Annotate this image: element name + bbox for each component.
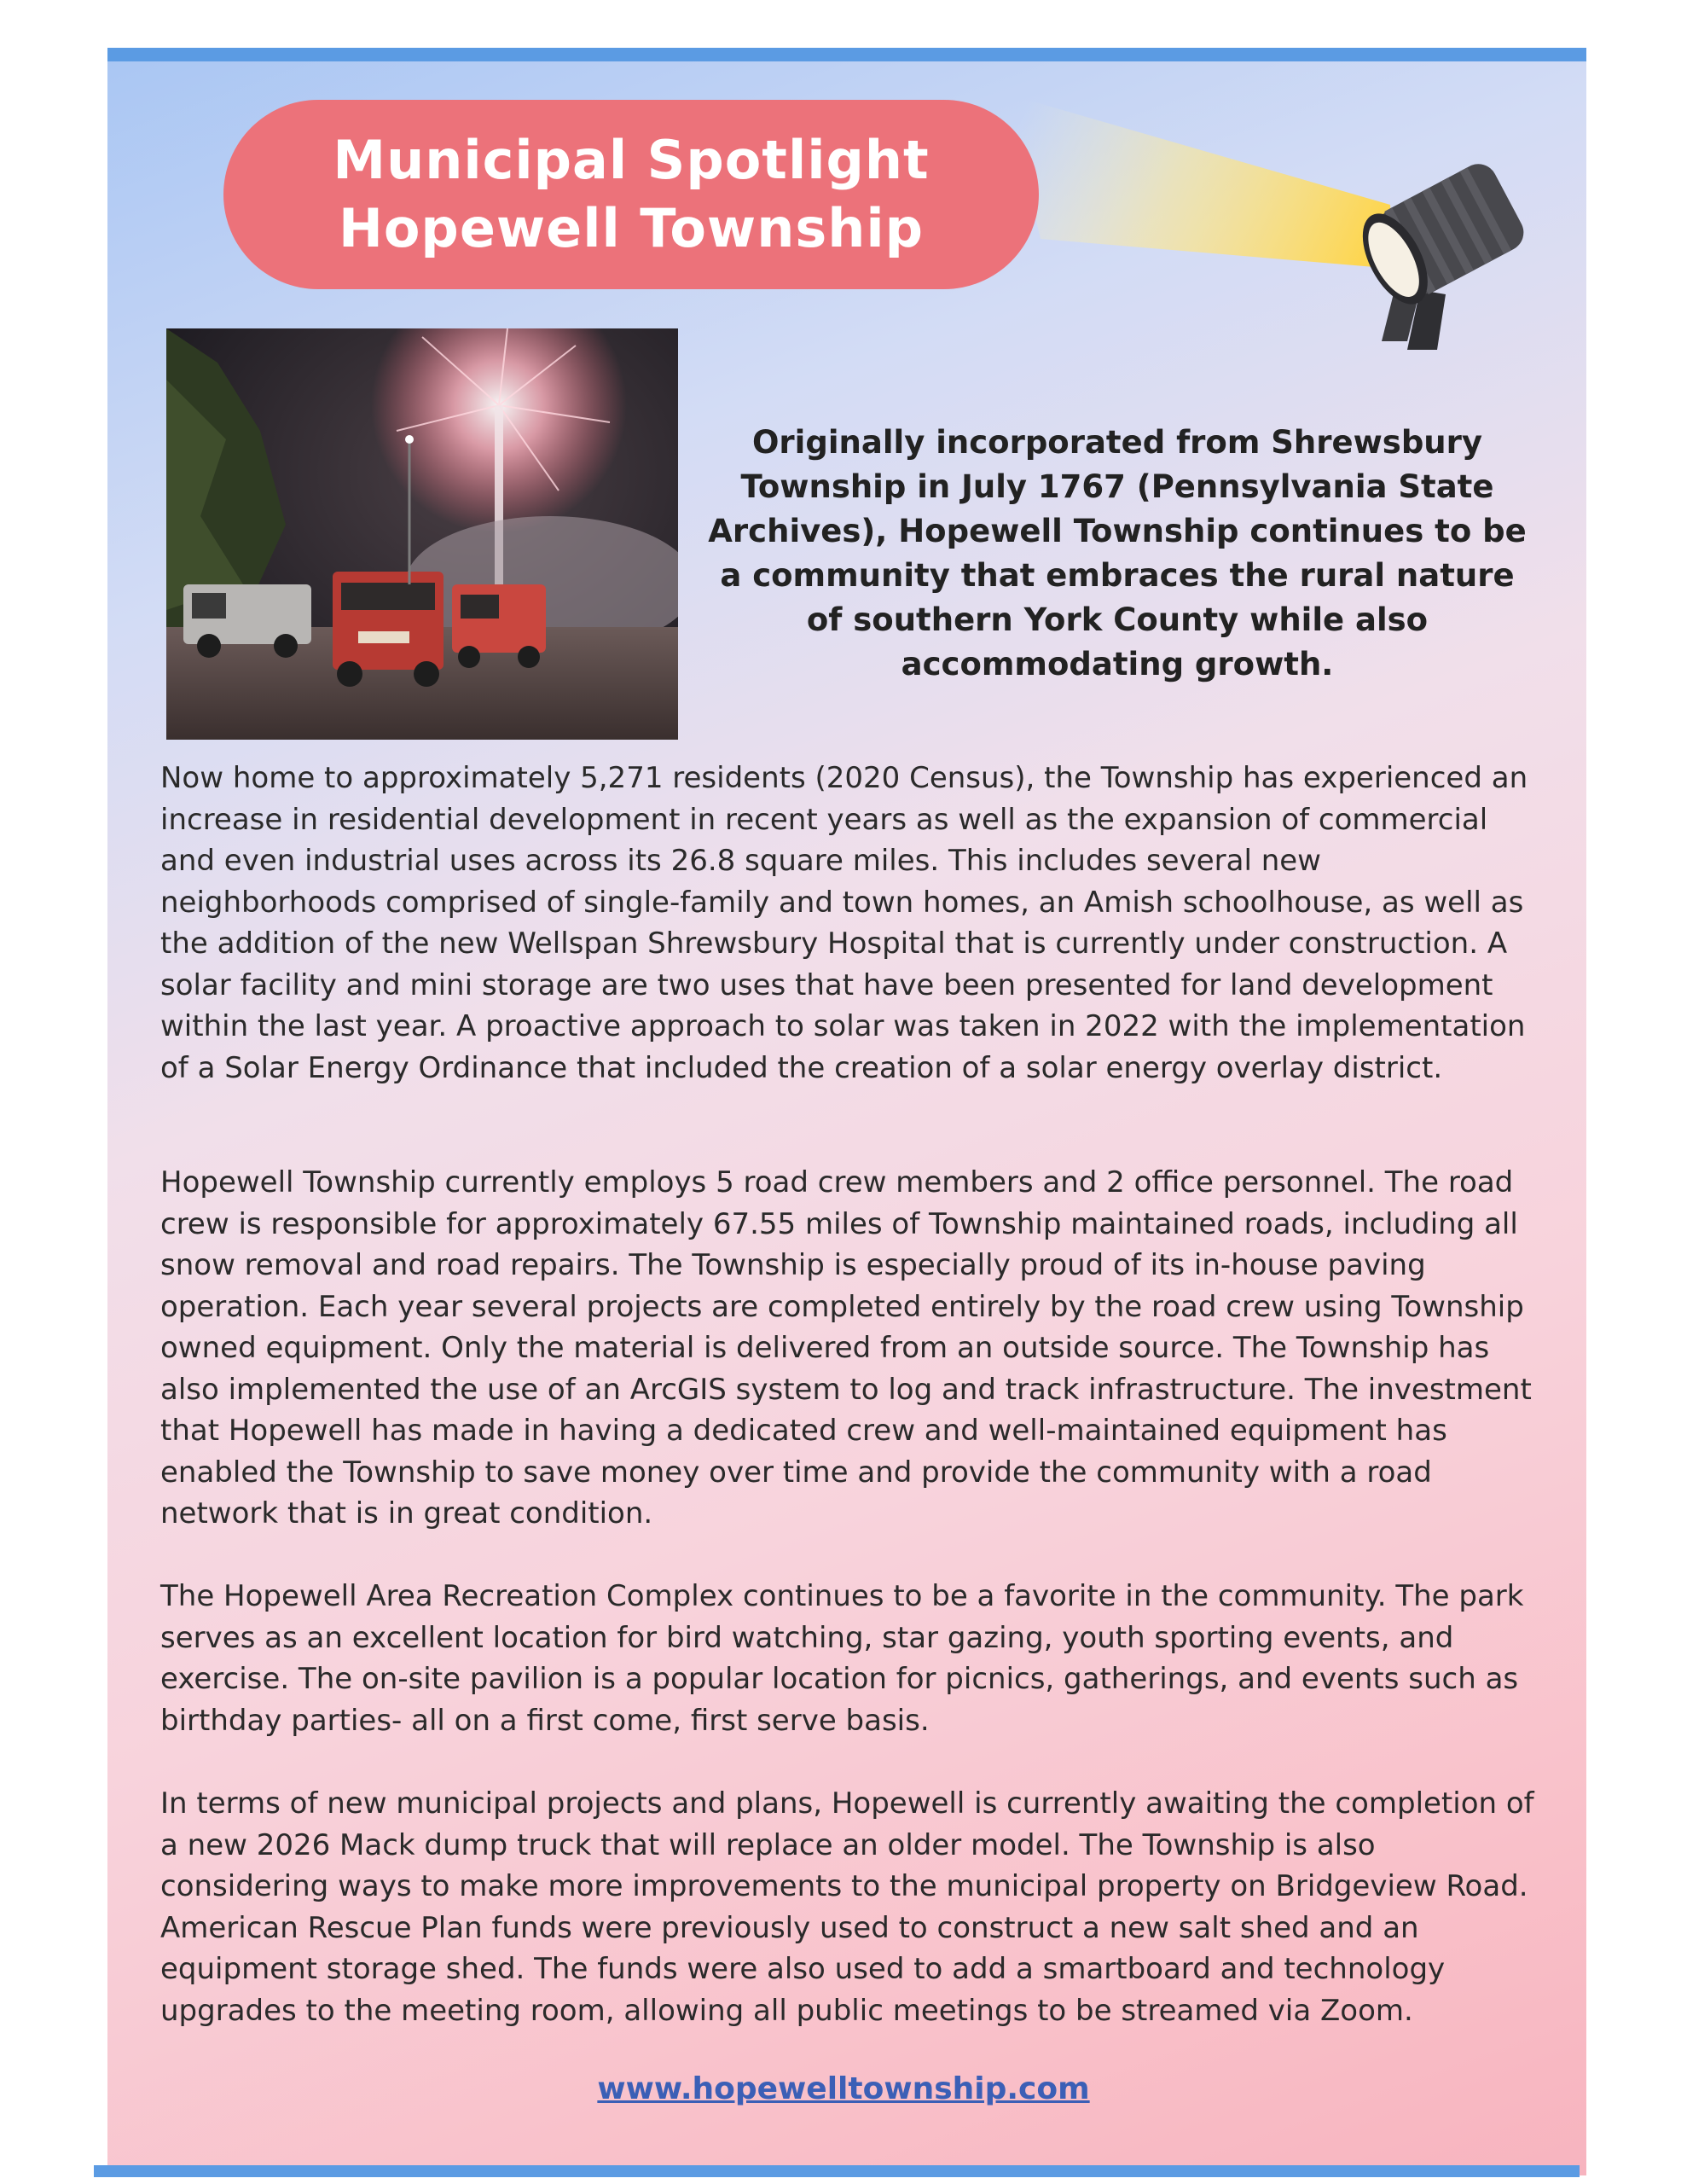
website-link[interactable]: www.hopewelltownship.com: [597, 2071, 1090, 2106]
title-line-1: Municipal Spotlight: [333, 129, 930, 191]
intro-statement: Originally incorporated from Shrewsbury Township in July 1767 (Pennsylvania State Archives), Hopewell Township continues to be a community that embraces the rural nature of southern York County while also accommodating growth.: [708, 424, 1527, 682]
paragraph-road-crew: Hopewell Township currently employs 5 road crew members and 2 office personnel. The road crew is responsible for approximately 67.55 miles of Township maintained roads, including all snow removal and road repairs. The Township is especially proud of its in-house paving operation. Each year several projects are completed entirely by the road crew using Township owned equipment. Only the material is delivered from an outside source. The Township has also implemented the use of an ArcGIS system to log and track infrastructure. The investment that Hopewell has made in having a dedicated crew and well-maintained equipment has enabled the Township to save money over time and provide the community with a road network that is in great condition.: [160, 1165, 1532, 1531]
title-banner: [223, 100, 1039, 289]
bottom-rule: [94, 2165, 1580, 2177]
paragraph-projects: In terms of new municipal projects and plans, Hopewell is currently awaiting the completion of a new 2026 Mack dump truck that will replace an older model. The Township is also considering ways to make more improvements to the municipal property on Bridgeview Road. American Rescue Plan funds were previously used to construct a new salt shed and an equipment storage shed. The funds were also used to add a smartboard and technology upgrades to the meeting room, allowing all public meetings to be streamed via Zoom.: [160, 1786, 1534, 2028]
spotlight-icon: [1339, 145, 1544, 367]
fireworks-photo: [166, 328, 678, 740]
title-line-2: Hopewell Township: [338, 197, 925, 259]
paragraph-recreation: The Hopewell Area Recreation Complex continues to be a favorite in the community. The park serves as an excellent location for bird watching, star gazing, youth sporting events, and exercise. The on-site pavilion is a popular location for picnics, gatherings, and events such as birthday parties- all on a first come, first serve basis.: [160, 1579, 1524, 1738]
paragraph-residents: Now home to approximately 5,271 residents (2020 Census), the Township has experienced an increase in residential development in recent years as well as the expansion of commercial and even industrial uses across its 26.8 square miles. This includes several new neighborhoods comprised of single-family and town homes, an Amish schoolhouse, as well as the addition of the new Wellspan Shrewsbury Hospital that is currently under construction. A solar facility and mini storage are two uses that have been presented for land development within the last year. A proactive approach to solar was taken in 2022 with the implementation of a Solar Energy Ordinance that included the creation of a solar energy overlay district.: [160, 761, 1528, 1085]
top-rule: [107, 48, 1586, 61]
